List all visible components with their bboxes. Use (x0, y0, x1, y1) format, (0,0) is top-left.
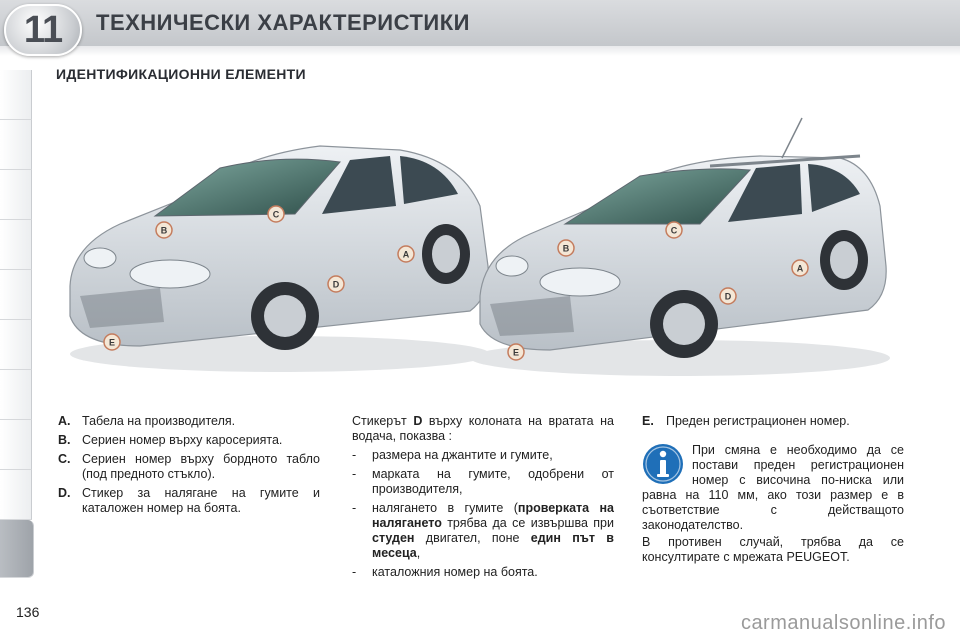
marker-b-sedan (156, 222, 172, 238)
legend-key: D. (58, 486, 71, 500)
text-run: трябва да се извършва при (441, 516, 614, 530)
page-number: 136 (16, 604, 40, 620)
svg-text:C: C (272, 209, 280, 220)
marker-e-sedan (104, 334, 120, 350)
chapter-title: ТЕХНИЧЕСКИ ХАРАКТЕРИСТИКИ (96, 10, 470, 35)
legend-item-d (58, 486, 320, 516)
bullet-text: размера на джантите и гумите, (372, 448, 553, 462)
svg-text:B: B (160, 225, 168, 236)
side-tab[interactable] (0, 470, 32, 520)
chapter-number-badge: 11 (4, 4, 82, 56)
side-tab[interactable] (0, 320, 32, 370)
text-run-bold: един път в месеца (372, 531, 614, 560)
legend-key: A. (58, 414, 71, 428)
side-tab[interactable] (0, 270, 32, 320)
svg-text:A: A (402, 249, 410, 260)
estate-car (470, 118, 890, 376)
legend-text: Стикер за налягане на гумите и каталожен номер на боята. (82, 486, 320, 515)
marker-b-estate (558, 240, 574, 256)
info-paragraph: При смяна е необходимо да се постави преден регистрационен номер с височина по-ниска или равна на 110 мм, ако този размер е в съответствие с действащото законодателство. (642, 443, 904, 532)
text-run: , (416, 546, 421, 560)
legend-item-b (58, 433, 320, 448)
svg-text:E: E (108, 337, 116, 348)
bullet-text: каталожния номер на боята. (372, 565, 538, 579)
text-run: върху колоната на вратата на водача, показва : (352, 414, 614, 443)
side-tab[interactable] (0, 170, 32, 220)
legend-item-e (642, 414, 904, 429)
svg-text:A: A (796, 263, 804, 274)
text-run-bold: студен (372, 531, 415, 545)
side-tab-active[interactable] (0, 520, 34, 578)
legend-item-a (58, 414, 320, 429)
side-tab[interactable] (0, 120, 32, 170)
sedan-car (70, 146, 490, 372)
header-shadow (0, 46, 960, 56)
legend-item-c (58, 452, 320, 482)
marker-d-estate (720, 288, 736, 304)
info-paragraph: В противен случай, трябва да се консултирате с мрежата PEUGEOT. (642, 535, 904, 564)
bullet-text (372, 501, 614, 561)
chapter-side-tabs (0, 70, 32, 578)
legend-key: C. (58, 452, 71, 466)
sticker-intro (352, 414, 614, 444)
marker-a-sedan (398, 246, 414, 262)
sticker-d-column (352, 414, 614, 580)
bullet-item: - каталожния номер на боята. (352, 565, 614, 580)
text-run: Стикерът (352, 414, 414, 428)
text-run: двигател, поне (414, 531, 531, 545)
marker-d-sedan (328, 276, 344, 292)
bullet-item: - размера на джантите и гумите, (352, 448, 614, 463)
car-identification-illustration (60, 96, 900, 396)
side-tab[interactable] (0, 370, 32, 420)
section-title: ИДЕНТИФИКАЦИОННИ ЕЛЕМЕНТИ (56, 66, 306, 82)
side-tab[interactable] (0, 420, 32, 470)
watermark-text: carmanualsonline.info (740, 612, 946, 634)
marker-e-estate (508, 344, 524, 360)
registration-column (642, 414, 904, 565)
legend-text: Сериен номер върху бордното табло (под предното стъкло). (82, 452, 320, 481)
marker-c-sedan (268, 206, 284, 222)
legend-text: Сериен номер върху каросерията. (82, 433, 283, 447)
legend-column (58, 414, 320, 520)
bullet-item: - марката на гумите, одобрени от производителя, (352, 467, 614, 496)
bullet-item: - налягането в гумите (проверката на налягането трябва да се извършва при студен двигател, поне един път в месеца, (352, 501, 614, 560)
svg-text:D: D (332, 279, 340, 290)
svg-text:C: C (670, 225, 678, 236)
legend-key: E. (642, 414, 654, 428)
side-tab[interactable] (0, 220, 32, 270)
legend-text: Табела на производителя. (82, 414, 236, 428)
text-run-bold: проверката на налягането (372, 501, 614, 530)
info-icon (642, 443, 684, 485)
text-run: налягането в гумите ( (372, 501, 518, 515)
svg-text:B: B (562, 243, 570, 254)
bullet-text: марката на гумите, одобрени от производителя, (372, 467, 614, 496)
text-run-bold: D (413, 414, 423, 428)
marker-c-estate (666, 222, 682, 238)
legend-key: B. (58, 433, 71, 447)
side-tab[interactable] (0, 70, 32, 120)
svg-text:D: D (724, 291, 732, 302)
svg-text:E: E (512, 347, 520, 358)
marker-a-estate (792, 260, 808, 276)
legend-text: Преден регистрационен номер. (666, 414, 850, 428)
info-note (642, 443, 904, 565)
